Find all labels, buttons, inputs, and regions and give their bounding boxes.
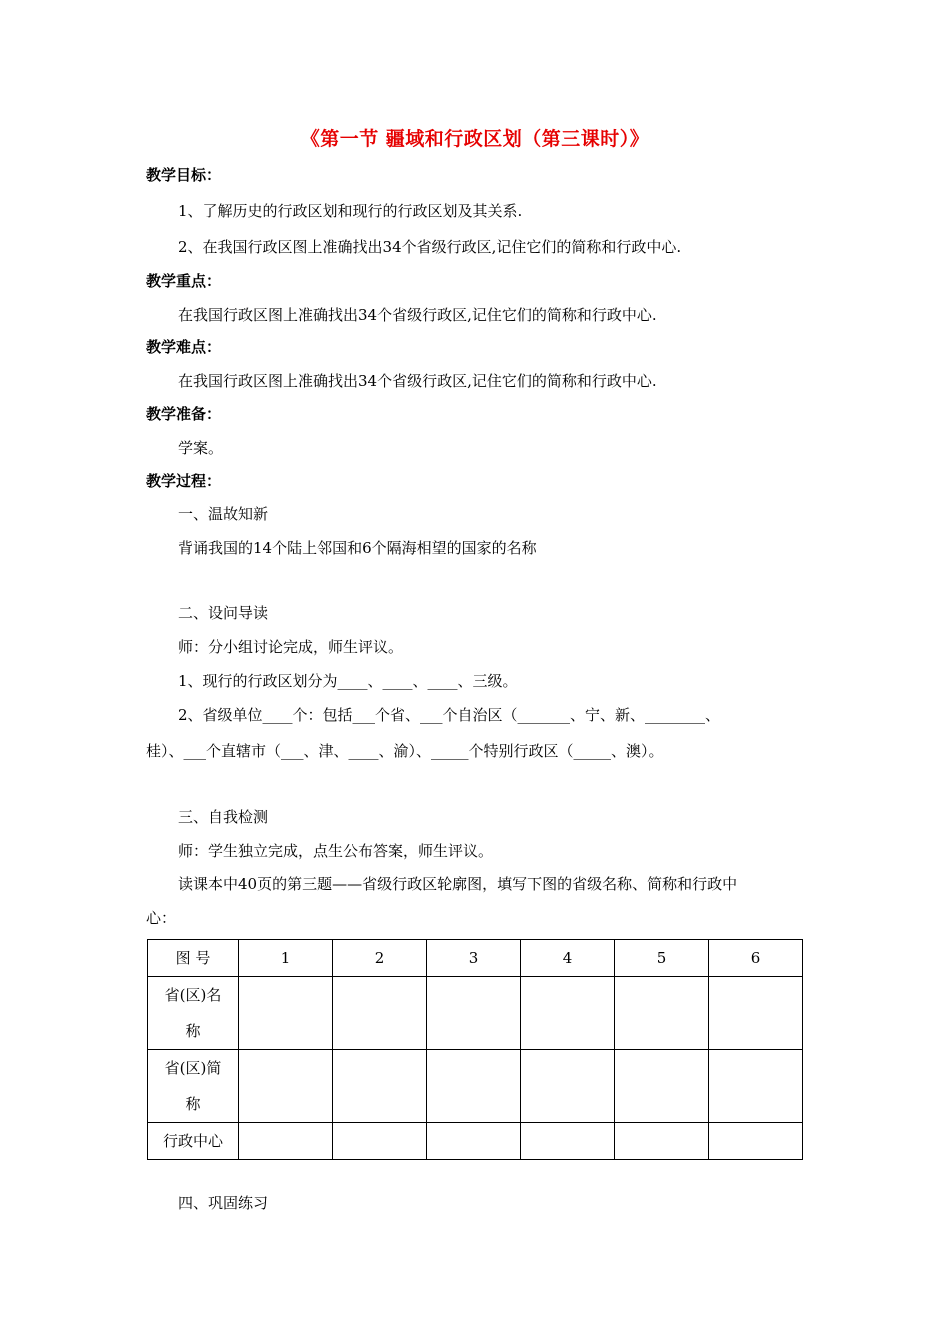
section-3-teacher: 师：学生独立完成，点生公布答案，师生评议。 xyxy=(178,842,494,860)
difficulties-heading: 教学难点： xyxy=(146,338,222,356)
table-cell[interactable] xyxy=(427,1050,521,1123)
table-cell[interactable] xyxy=(427,977,521,1050)
process-heading: 教学过程： xyxy=(146,472,222,490)
row-label-abbr xyxy=(148,1050,239,1123)
section-2-question-1: 1、现行的行政区划分为____、____、____、三级。 xyxy=(178,672,518,690)
row-label-abbr-line-1: 省(区)简 xyxy=(164,1059,222,1077)
table-number-6: 6 xyxy=(709,940,803,977)
key-points-text: 在我国行政区图上准确找出34个省级行政区,记住它们的简称和行政中心. xyxy=(178,306,657,324)
section-1-title: 一、温故知新 xyxy=(178,505,269,523)
key-points-heading: 教学重点： xyxy=(146,272,222,290)
row-label-name-line-2: 称 xyxy=(185,1022,201,1040)
table-cell[interactable] xyxy=(239,1050,333,1123)
objective-item-1: 1、了解历史的行政区划和现行的行政区划及其关系. xyxy=(178,202,523,220)
section-2-question-2b: 桂）、___个直辖市（___、津、____、渝）、_____个特别行政区（_____、澳）。 xyxy=(146,742,664,760)
table-cell[interactable] xyxy=(333,1050,427,1123)
table-number-5: 5 xyxy=(615,940,709,977)
table-number-4: 4 xyxy=(521,940,615,977)
table-cell[interactable] xyxy=(521,1050,615,1123)
table-cell[interactable] xyxy=(615,1123,709,1160)
page-title: 《第一节 疆域和行政区划（第三课时）》 xyxy=(300,128,650,150)
section-2-teacher: 师：分小组讨论完成，师生评议。 xyxy=(178,638,404,656)
table-number-2: 2 xyxy=(333,940,427,977)
row-label-center: 行政中心 xyxy=(148,1123,239,1160)
row-label-name xyxy=(148,977,239,1050)
table-cell[interactable] xyxy=(333,977,427,1050)
preparation-text: 学案。 xyxy=(178,439,224,457)
row-label-name-line-1: 省(区)名 xyxy=(164,986,222,1004)
table-cell[interactable] xyxy=(521,977,615,1050)
section-1-text: 背诵我国的14个陆上邻国和6个隔海相望的国家的名称 xyxy=(178,539,537,557)
table-cell[interactable] xyxy=(709,1123,803,1160)
table-cell[interactable] xyxy=(615,1050,709,1123)
table-number-1: 1 xyxy=(239,940,333,977)
table-row-abbr xyxy=(148,1050,803,1123)
table-cell[interactable] xyxy=(521,1123,615,1160)
section-3-text-a: 读课本中40页的第三题——省级行政区轮廓图，填写下图的省级名称、简称和行政中 xyxy=(178,875,738,893)
table-cell[interactable] xyxy=(427,1123,521,1160)
section-2-question-2a: 2、省级单位____个：包括___个省、___个自治区（_______、宁、新、________、 xyxy=(178,706,721,724)
table-cell[interactable] xyxy=(333,1123,427,1160)
table-cell[interactable] xyxy=(615,977,709,1050)
table-header-row xyxy=(148,940,803,977)
section-3-title: 三、自我检测 xyxy=(178,808,269,826)
section-3-text-b: 心： xyxy=(146,909,177,927)
table-cell[interactable] xyxy=(239,1123,333,1160)
section-2-title: 二、设问导读 xyxy=(178,604,269,622)
table-cell[interactable] xyxy=(709,977,803,1050)
preparation-heading: 教学准备： xyxy=(146,405,222,423)
table-cell[interactable] xyxy=(709,1050,803,1123)
table-header-label: 图 号 xyxy=(148,940,239,977)
table-row-name xyxy=(148,977,803,1050)
table-cell[interactable] xyxy=(239,977,333,1050)
table-row-center xyxy=(148,1123,803,1160)
difficulties-text: 在我国行政区图上准确找出34个省级行政区,记住它们的简称和行政中心. xyxy=(178,372,657,390)
objectives-heading: 教学目标： xyxy=(146,166,222,184)
section-4-title: 四、巩固练习 xyxy=(178,1194,269,1212)
table-number-3: 3 xyxy=(427,940,521,977)
row-label-abbr-line-2: 称 xyxy=(185,1095,201,1113)
province-table xyxy=(147,939,803,1160)
objective-item-2: 2、在我国行政区图上准确找出34个省级行政区,记住它们的简称和行政中心. xyxy=(178,238,682,256)
